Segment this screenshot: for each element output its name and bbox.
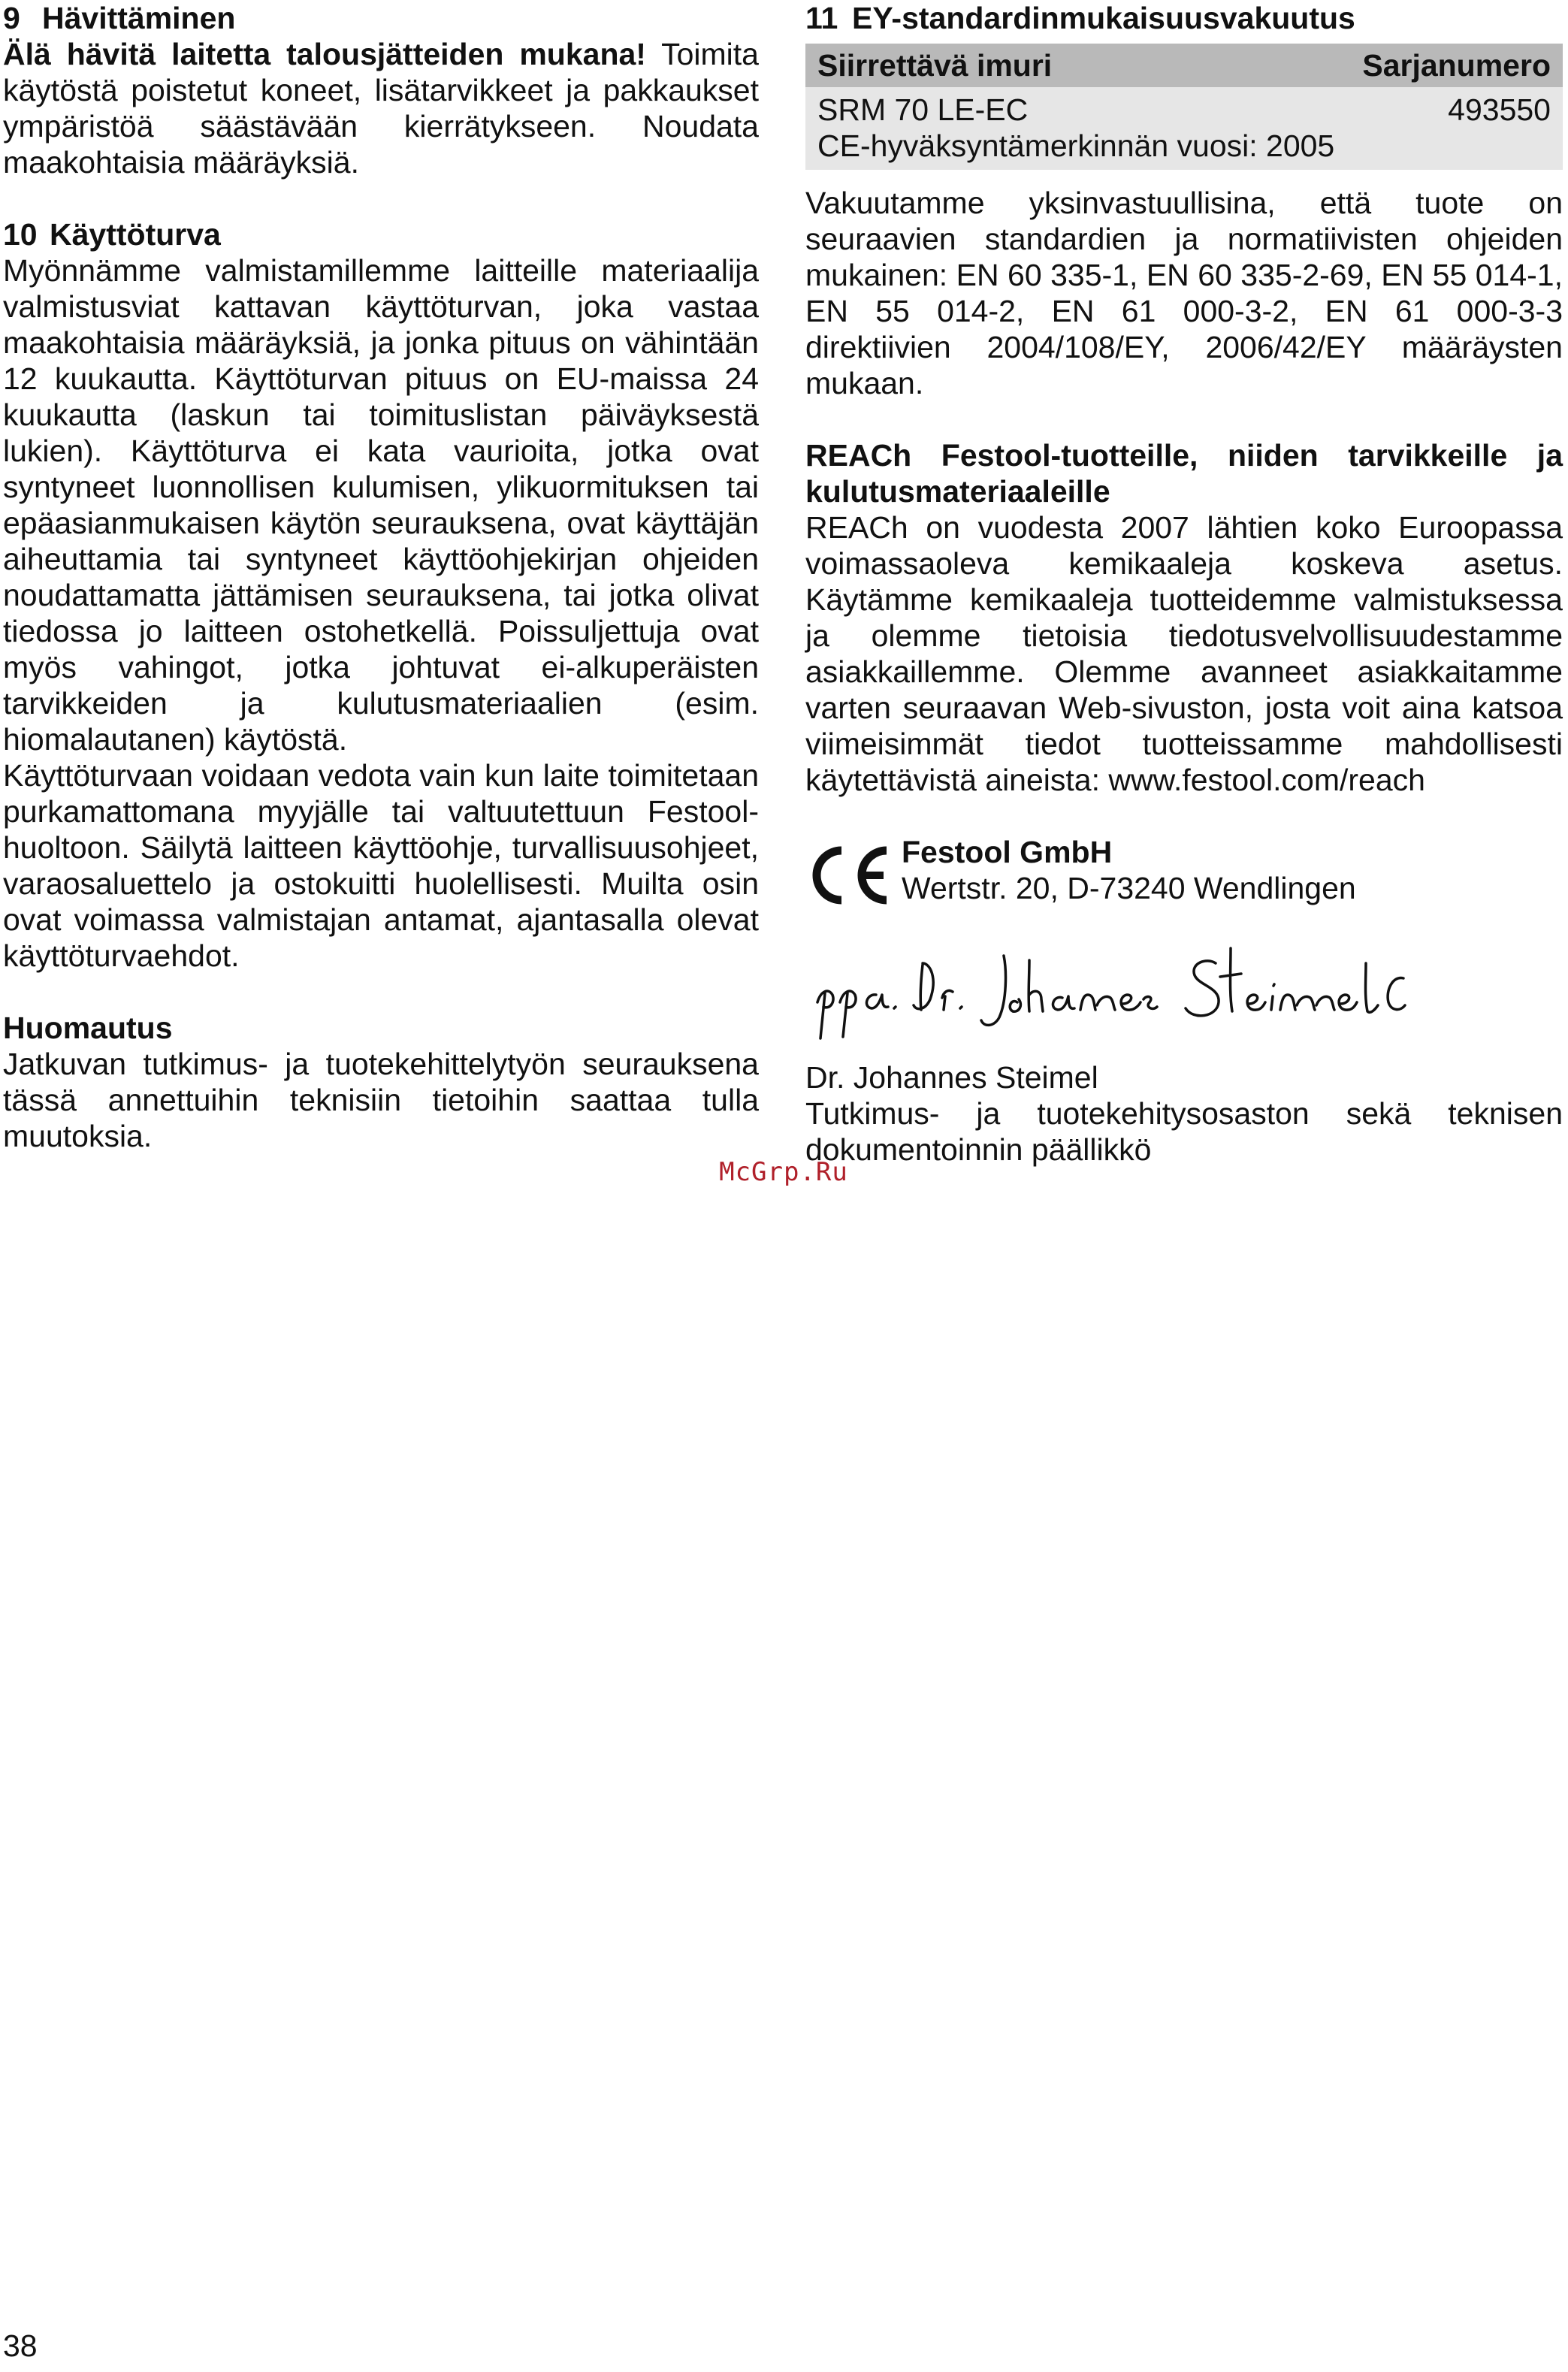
- section-10-number: 10: [3, 217, 38, 252]
- section-10-title: Käyttöturva: [50, 217, 221, 252]
- note-heading: Huomautus: [3, 1011, 173, 1045]
- section-11-number: 11: [805, 1, 838, 35]
- warranty-paragraph-2: Käyttöturvaan voidaan vedota vain kun laite toimitetaan purkamattomana myyjälle tai valtuutettuun Festool-huoltoon. Säilytä laitteen käyttöohje, turvallisuusohjeet, varaosaluettelo ja ostokuitti huolellisesti. Muilta osin ovat voimassa valmistajan antamat, ajantasalla olevat käyttöturvaehdot.: [3, 758, 759, 973]
- reach-text: REACh on vuodesta 2007 lähtien koko Euroopassa voimassaoleva kemikaaleja koskeva asetus. Käytämme kemikaaleja tuotteidemme valmistuksessa ja olemme tietoisia tiedotusvelvollisuudestamme asiakkaillemme. Olemme avanneet asiakkaitamme varten seuraavan Web-sivuston, josta voit aina katsoa viimeisimmät tiedot tuotteissamme mahdollisesti käytettävistä aineista: www.festool.com/reach: [805, 510, 1563, 797]
- right-column: [805, 0, 1563, 1168]
- section-9-number: 9: [3, 1, 20, 35]
- warranty-paragraph-1: Myönnämme valmistamillemme laitteille materiaalija valmistusviat kattavan käyttöturvan, joka vastaa maakohtaisia määräyksiä, ja jonka pituus on vähintään 12 kuukautta. Käyttöturvan pituus on EU-maissa 24 kuukautta (laskun tai toimituslistan päiväyksestä lukien). Käyttöturva ei kata vaurioita, jotka ovat syntyneet luonnollisen kulumisen, ylikuormituksen tai epäasianmukaisen käytön seurauksena, ovat käyttäjän aiheuttamia tai syntyneet käyttöohjekirjan ohjeiden noudattamatta jättämisen seurauksena, tai jotka olivat tiedossa jo laitteen ostohetkellä. Poissuljettuja ovat myös vahingot, jotka johtuvat ei-alkuperäisten tarvikkeiden ja kulutusmateriaalien (esim. hiomalautanen) käytöstä.: [3, 253, 759, 757]
- signer-name: Dr. Johannes Steimel: [805, 1060, 1098, 1095]
- conformity-statement: Vakuutamme yksinvastuullisina, että tuote on seuraavien standardien ja normatiivisten ohjeiden mukainen: EN 60 335-1, EN 60 335-2-69, EN 55 014-1, EN 55 014-2, EN 61 000-3-2, EN 61 000-3-3 direktiivien 2004/108/EY, 2006/42/EY määräysten mukaan.: [805, 186, 1563, 400]
- watermark: McGrp.Ru: [719, 1157, 848, 1187]
- section-9-heading: [3, 0, 759, 36]
- section-11-title: EY-standardinmukaisuusvakuutus: [852, 1, 1355, 35]
- company-block: [805, 834, 1563, 917]
- section-11-heading: [805, 0, 1563, 36]
- left-column: [3, 0, 759, 1154]
- table-cell-model: SRM 70 LE-EC: [817, 92, 1029, 127]
- disposal-warning: Älä hävitä laitetta talousjätteiden mukana!: [3, 37, 646, 71]
- signature-image: [810, 933, 1411, 1053]
- note-text: Jatkuvan tutkimus- ja tuotekehittelytyön seurauksena tässä annettuihin teknisiin tietoihin saattaa tulla muutoksia.: [3, 1047, 759, 1153]
- page-number: 38: [3, 2328, 38, 2363]
- company-address: Wertstr. 20, D-73240 Wendlingen: [902, 871, 1356, 905]
- section-10-heading: [3, 216, 759, 252]
- table-header-device: Siirrettävä imuri: [805, 44, 1221, 87]
- company-name: Festool GmbH: [902, 835, 1113, 869]
- reach-heading: REACh Festool-tuotteille, niiden tarvikkeille ja kulutusmateriaaleille: [805, 438, 1563, 509]
- section-9-text: [3, 36, 759, 180]
- ce-mark-icon: [804, 845, 891, 906]
- table-header-serial: Sarjanumero: [1221, 44, 1563, 87]
- table-cell-serial: 493550: [1448, 92, 1551, 127]
- signer-title: Tutkimus- ja tuotekehitysosaston sekä teknisen dokumentoinnin päällikkö: [805, 1096, 1563, 1167]
- conformity-table: [805, 44, 1563, 170]
- disposal-instructions: Toimita käytöstä poistetut koneet, lisätarvikkeet ja pakkaukset ympäristöä säästävään kierrätykseen. Noudata maakohtaisia määräyksiä.: [3, 37, 759, 180]
- section-9-title: Hävittäminen: [42, 1, 236, 35]
- table-cell-ce-year: CE-hyväksyntämerkinnän vuosi: 2005: [817, 128, 1335, 163]
